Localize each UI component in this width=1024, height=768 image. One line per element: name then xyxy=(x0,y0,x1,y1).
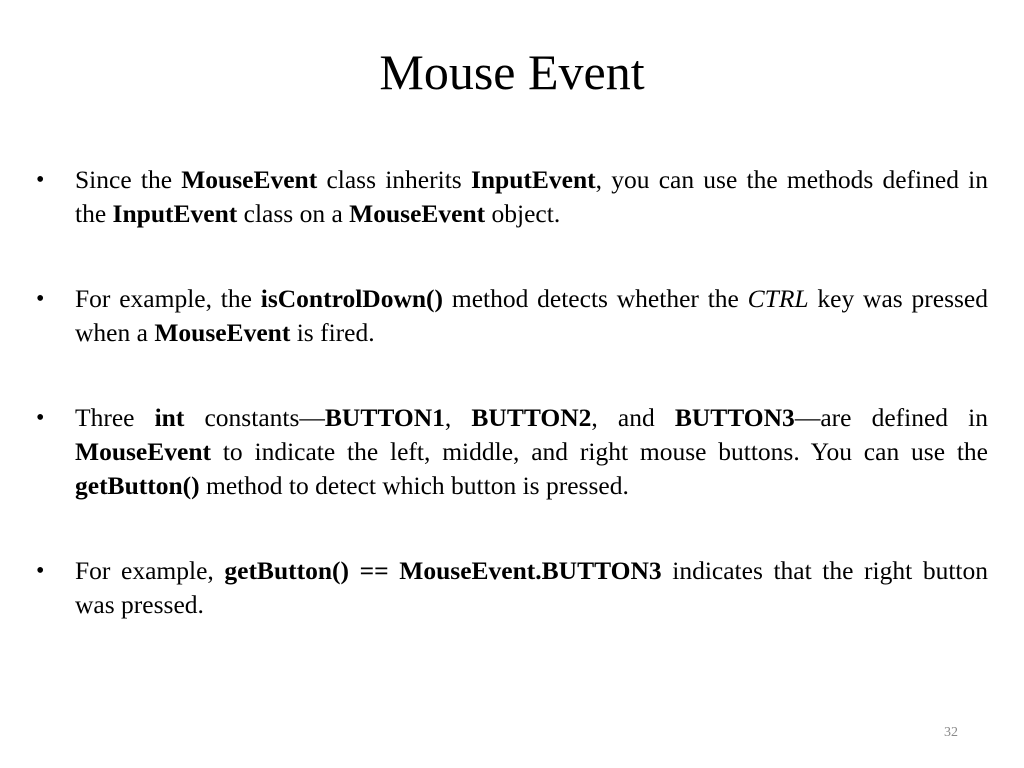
bullet-text: class inherits xyxy=(317,165,471,194)
bold-term: MouseEvent xyxy=(349,199,486,228)
bold-term: MouseEvent xyxy=(75,437,211,466)
bullet-text: , and xyxy=(591,403,675,432)
bullet-text: method to detect which button is pressed. xyxy=(199,471,629,500)
bold-term: MouseEvent xyxy=(181,165,318,194)
bullet-item xyxy=(36,554,988,622)
bullet-text: is fired. xyxy=(290,318,375,347)
bullet-text: , xyxy=(444,403,472,432)
bullet-text: Since the xyxy=(75,165,182,194)
bullet-text: key was pressed when a xyxy=(75,284,988,347)
bold-term: MouseEvent xyxy=(154,318,291,347)
bold-term: BUTTON3 xyxy=(674,403,795,432)
bold-term: InputEvent xyxy=(112,199,238,228)
bold-term: isControlDown() xyxy=(260,284,444,313)
bold-term: InputEvent xyxy=(470,165,596,194)
bullet-text: class on a xyxy=(237,199,350,228)
bold-term: BUTTON2 xyxy=(471,403,592,432)
bullet-text: For example, the xyxy=(75,284,261,313)
bold-term: int xyxy=(154,403,185,432)
bullet-text: method detects whether the xyxy=(443,284,748,313)
bold-term: getButton() == MouseEvent.BUTTON3 xyxy=(224,556,662,585)
bullet-text: indicates that the right button was pressed. xyxy=(75,556,988,619)
bullet-text: , you can use the methods defined in the xyxy=(75,165,988,228)
bullet-item xyxy=(36,401,988,503)
bullet-text: For example, xyxy=(75,556,225,585)
bullet-item xyxy=(36,282,988,350)
bullet-dot: • xyxy=(36,167,45,193)
bullet-list xyxy=(36,163,988,673)
italic-term: CTRL xyxy=(747,284,809,313)
bullet-dot: • xyxy=(36,286,45,312)
bullet-text: object. xyxy=(485,199,561,228)
slide-title: Mouse Event xyxy=(379,44,645,100)
bold-term: BUTTON1 xyxy=(324,403,445,432)
bullet-dot: • xyxy=(36,558,45,584)
bullet-text: to indicate the left, middle, and right mouse buttons. You can use the xyxy=(211,437,988,466)
bold-term: getButton() xyxy=(75,471,200,500)
bullet-text: constants— xyxy=(184,403,325,432)
page-number: 32 xyxy=(944,725,958,740)
bullet-dot: • xyxy=(36,405,45,431)
bullet-text: Three xyxy=(75,403,155,432)
bullet-text: —are defined in xyxy=(794,403,988,432)
bullet-item xyxy=(36,163,988,231)
